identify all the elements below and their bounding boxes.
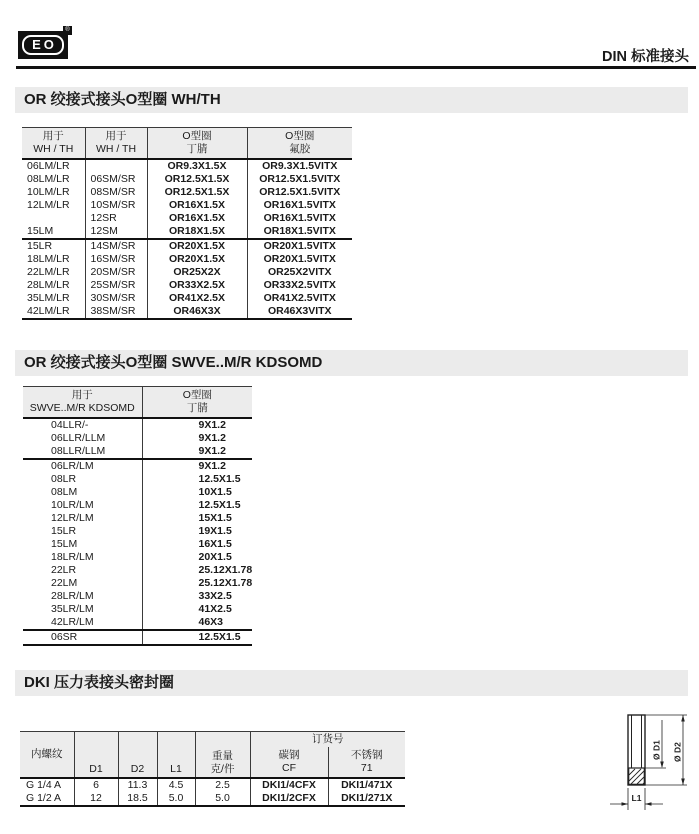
table-cell: 28LR/LM xyxy=(23,590,142,603)
table-cell: OR33X2.5VITX xyxy=(263,279,336,291)
table-row xyxy=(23,630,252,645)
table-cell: OR16X1.5VITX xyxy=(263,212,336,224)
col-header-text: O型圈 xyxy=(182,389,212,401)
table-row xyxy=(22,239,352,253)
table-cell: 20SM/SR xyxy=(85,266,147,279)
col-header-order-no: 订货号 xyxy=(250,732,405,748)
table-dki xyxy=(20,731,405,807)
table-cell: 15LM xyxy=(22,225,85,239)
col-header-thread: 内螺纹 xyxy=(20,732,74,779)
table-cell: OR20X1.5VITX xyxy=(247,239,352,253)
col-header-text: WH / TH xyxy=(33,143,74,155)
table-cell xyxy=(22,212,85,225)
col-header-oring-nbr xyxy=(142,387,252,419)
table-row xyxy=(22,305,352,319)
d2-arrowhead-top xyxy=(681,715,685,722)
table-cell: 12SR xyxy=(85,212,147,225)
table-cell: 10LM/LR xyxy=(22,186,85,199)
table-cell: 18LR/LM xyxy=(23,551,142,564)
col-header-use-2 xyxy=(85,128,147,160)
table-row xyxy=(20,778,405,792)
table-cell: 15X1.5 xyxy=(198,512,232,524)
table-cell: 46X3 xyxy=(198,616,224,628)
l1-arrowhead-left xyxy=(622,802,629,806)
col-header-use-1 xyxy=(22,128,85,160)
table-cell: OR20X1.5X xyxy=(147,253,247,266)
table-row xyxy=(23,525,252,538)
col-header-text: 用于 xyxy=(71,389,93,401)
section-title-swve: OR 绞接式接头O型圈 SWVE..M/R KDSOMD xyxy=(15,350,688,376)
table-row xyxy=(22,173,352,186)
table-row xyxy=(23,603,252,616)
table-cell: OR41X2.5VITX xyxy=(263,292,336,304)
table-cell: 06SR xyxy=(23,630,142,645)
col-header-weight xyxy=(195,732,250,779)
table-cell: 9X1.2 xyxy=(142,459,252,473)
table-cell: 12.5X1.5 xyxy=(198,499,241,511)
col-header-carbon-steel xyxy=(250,747,328,778)
l1-label: L1 xyxy=(631,793,642,803)
table-cell: OR25X2X xyxy=(147,266,247,279)
table-cell: 08LM/LR xyxy=(22,173,85,186)
table-cell: 06LLR/LLM xyxy=(23,432,142,445)
table-cell: OR16X1.5VITX xyxy=(263,199,336,211)
table-cell: 08LLR/LLM xyxy=(23,445,142,459)
table-cell: 16SM/SR xyxy=(85,253,147,266)
table-row xyxy=(23,577,252,590)
table-cell: OR9.3X1.5VITX xyxy=(262,160,338,172)
table-row xyxy=(23,564,252,577)
table-cell: 08LR xyxy=(23,473,142,486)
table-cell: G 1/4 A xyxy=(20,778,74,792)
table-cell: 22LM xyxy=(23,577,142,590)
table-cell: OR33X2.5X xyxy=(147,279,247,292)
table-row xyxy=(23,512,252,525)
table-cell: 18LM/LR xyxy=(22,253,85,266)
table-cell: 22LM/LR xyxy=(22,266,85,279)
table-cell: OR16X1.5X xyxy=(147,212,247,225)
col-header-text: O型圈 xyxy=(285,130,315,142)
col-header-stainless-steel xyxy=(328,747,405,778)
eo-brand-logo xyxy=(18,27,70,59)
table-swve-header xyxy=(23,387,252,419)
table-dki-body xyxy=(20,778,405,806)
col-header-text: 重量 xyxy=(212,750,233,762)
table-row xyxy=(23,551,252,564)
table-cell: OR20X1.5VITX xyxy=(263,253,336,265)
table-cell: G 1/2 A xyxy=(20,792,74,806)
col-header-text: 71 xyxy=(360,762,373,774)
table-cell: 20X1.5 xyxy=(198,551,232,563)
table-row xyxy=(23,590,252,603)
table-cell: OR25X2VITX xyxy=(267,266,332,278)
table-cell: DKI1/2CFX xyxy=(250,792,328,806)
col-header-use xyxy=(23,387,142,419)
col-header-text: 不锈钢 xyxy=(351,749,383,761)
table-cell: 12.5X1.5 xyxy=(142,630,252,645)
table-cell: 06LR/LM xyxy=(23,459,142,473)
table-cell: 25.12X1.78 xyxy=(198,577,253,589)
table-cell: 9X1.2 xyxy=(198,445,226,457)
table-cell: 41X2.5 xyxy=(198,603,232,615)
table-row xyxy=(20,792,405,806)
table-cell: 16X1.5 xyxy=(198,538,232,550)
table-swve xyxy=(23,386,252,646)
table-cell: 25SM/SR xyxy=(85,279,147,292)
table-cell: 6 xyxy=(74,778,118,792)
table-cell: DKI1/4CFX xyxy=(250,778,328,792)
col-header-text: 克/件 xyxy=(210,763,235,775)
col-header-text: SWVE..M/R KDSOMD xyxy=(29,402,135,414)
table-cell: 28LM/LR xyxy=(22,279,85,292)
table-cell: 10LR/LM xyxy=(23,499,142,512)
table-row xyxy=(23,473,252,486)
table-row xyxy=(22,253,352,266)
col-header-l1: L1 xyxy=(157,732,195,779)
d1-arrowhead xyxy=(660,762,664,769)
table-cell: 9X1.2 xyxy=(198,432,226,444)
table-cell: OR12.5X1.5VITX xyxy=(259,186,341,198)
table-row xyxy=(22,199,352,212)
table-cell: DKI1/271X xyxy=(341,792,393,804)
table-cell: DKI1/471X xyxy=(341,779,393,791)
table-row xyxy=(22,212,352,225)
col-header-oring-nbr xyxy=(147,128,247,160)
table-cell: 15LR xyxy=(23,525,142,538)
table-row xyxy=(23,432,252,445)
table-row xyxy=(23,499,252,512)
table-swve-body xyxy=(23,418,252,645)
table-cell: 42LR/LM xyxy=(23,616,142,630)
col-header-text: 氟胶 xyxy=(289,143,311,155)
table-cell: 08SM/SR xyxy=(85,186,147,199)
header-row-1 xyxy=(20,732,405,748)
table-cell: 30SM/SR xyxy=(85,292,147,305)
table-cell: 18.5 xyxy=(118,792,157,806)
table-cell: OR12.5X1.5X xyxy=(147,173,247,186)
table-row xyxy=(22,266,352,279)
table-cell: OR46X3X xyxy=(147,305,247,319)
table-cell: 9X1.2 xyxy=(198,419,226,431)
table-wh-th-body xyxy=(22,159,352,319)
table-cell: 33X2.5 xyxy=(198,590,232,602)
table-cell: 11.3 xyxy=(118,778,157,792)
table-cell: OR12.5X1.5VITX xyxy=(259,173,341,185)
table-cell: 04LLR/- xyxy=(23,418,142,432)
section-title-wh-th: OR 绞接式接头O型圈 WH/TH xyxy=(15,87,688,113)
l1-arrowhead-right xyxy=(645,802,652,806)
col-header-text: 丁腈 xyxy=(186,402,208,414)
col-header-text: 碳钢 xyxy=(278,749,300,761)
table-cell: 35LM/LR xyxy=(22,292,85,305)
eo-logo-text: EO xyxy=(22,35,64,55)
table-cell: OR12.5X1.5X xyxy=(147,186,247,199)
table-cell: 06LM/LR xyxy=(22,159,85,173)
section-title-dki: DKI 压力表接头密封圈 xyxy=(15,670,688,696)
table-cell: 10X1.5 xyxy=(198,486,232,498)
d2-arrowhead-bottom xyxy=(681,779,685,786)
table-cell: 35LR/LM xyxy=(23,603,142,616)
table-wh-th-header xyxy=(22,128,352,160)
table-cell: 12LM/LR xyxy=(22,199,85,212)
table-wh-th xyxy=(22,127,352,320)
table-row xyxy=(23,538,252,551)
table-row xyxy=(22,225,352,239)
table-cell: 12 xyxy=(74,792,118,806)
table-cell: OR41X2.5X xyxy=(147,292,247,305)
d2-label: Ø D2 xyxy=(672,742,683,762)
table-cell: OR46X3VITX xyxy=(267,305,332,317)
col-header-text: CF xyxy=(282,762,296,774)
table-cell: 25.12X1.78 xyxy=(198,564,253,576)
table-cell: 38SM/SR xyxy=(85,305,147,319)
table-cell: 5.0 xyxy=(195,792,250,806)
table-row xyxy=(23,486,252,499)
table-cell: OR9.3X1.5X xyxy=(147,159,247,173)
table-cell: 14SM/SR xyxy=(85,239,147,253)
col-header-d2: D2 xyxy=(118,732,157,779)
table-row xyxy=(22,159,352,173)
table-cell: 19X1.5 xyxy=(198,525,232,537)
table-cell: 12SM xyxy=(85,225,147,239)
table-cell: OR18X1.5VITX xyxy=(263,225,336,237)
table-cell xyxy=(85,159,147,173)
col-header-d1: D1 xyxy=(74,732,118,779)
table-row xyxy=(23,459,252,473)
page-title: DIN 标准接头 xyxy=(602,49,689,65)
registered-trademark-icon: ® xyxy=(63,26,72,35)
table-cell: OR20X1.5X xyxy=(147,239,247,253)
header-row xyxy=(23,387,252,419)
header-rule xyxy=(16,66,696,69)
table-row xyxy=(22,292,352,305)
table-cell: 4.5 xyxy=(157,778,195,792)
table-cell: OR18X1.5X xyxy=(147,225,247,239)
table-dki-header xyxy=(20,732,405,779)
col-header-text: 丁腈 xyxy=(186,143,208,155)
d1-label: Ø D1 xyxy=(651,740,662,760)
table-row xyxy=(22,186,352,199)
table-cell: 2.5 xyxy=(195,778,250,792)
table-cell: 12LR/LM xyxy=(23,512,142,525)
col-header-text: 用于 xyxy=(105,130,127,142)
table-row xyxy=(22,279,352,292)
table-cell: 12.5X1.5 xyxy=(198,473,241,485)
table-cell: 15LM xyxy=(23,538,142,551)
seal-section xyxy=(629,768,645,784)
header-row xyxy=(22,128,352,160)
table-cell: 22LR xyxy=(23,564,142,577)
table-cell: 42LM/LR xyxy=(22,305,85,319)
table-row xyxy=(23,418,252,432)
col-header-text: O型圈 xyxy=(182,130,212,142)
table-cell: 5.0 xyxy=(157,792,195,806)
col-header-oring-fkm xyxy=(247,128,352,160)
seal-ring-dimension-drawing xyxy=(602,706,699,828)
col-header-text: WH / TH xyxy=(95,143,137,155)
table-row xyxy=(23,616,252,630)
table-row xyxy=(23,445,252,459)
col-header-text: 用于 xyxy=(42,130,64,142)
table-cell: 15LR xyxy=(22,239,85,253)
table-cell: OR16X1.5X xyxy=(147,199,247,212)
table-cell: 06SM/SR xyxy=(85,173,147,186)
table-cell: 10SM/SR xyxy=(85,199,147,212)
table-cell: 08LM xyxy=(23,486,142,499)
